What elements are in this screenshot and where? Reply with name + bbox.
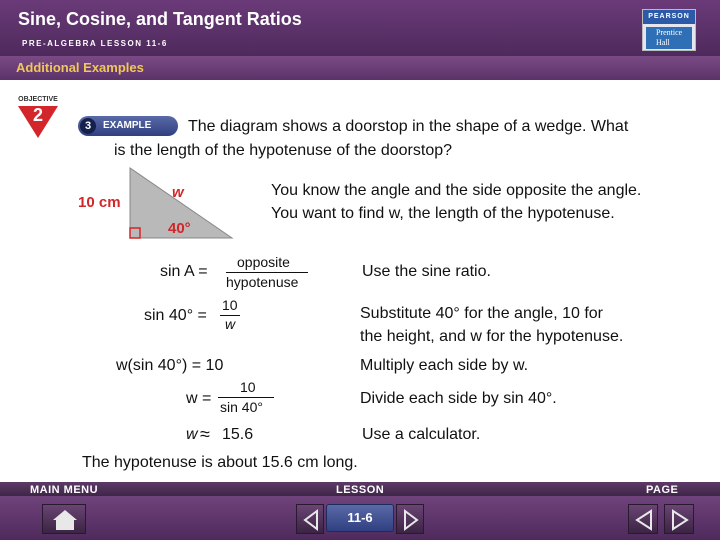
- explanation-line-1: You know the angle and the side opposite the angle.: [271, 182, 642, 199]
- step2-denominator: w: [225, 316, 236, 332]
- step5-note: Use a calculator.: [362, 426, 481, 443]
- example-number: 3: [80, 118, 96, 134]
- lesson-number-button[interactable]: 11-6: [326, 504, 394, 532]
- step2-note-1: Substitute 40° for the angle, 10 for: [360, 305, 603, 322]
- triangle-left-icon: [629, 505, 659, 535]
- objective-label: OBJECTIVE: [18, 96, 58, 103]
- step5-value: 15.6: [222, 426, 254, 443]
- logo-prentice-hall: Prentice Hall: [646, 27, 692, 49]
- problem-line-2: is the length of the hypotenuse of the doorstop?: [114, 142, 453, 159]
- page-title: Sine, Cosine, and Tangent Ratios: [18, 9, 302, 29]
- step4-note: Divide each side by sin 40°.: [360, 390, 557, 407]
- lesson-subtitle: PRE-ALGEBRA LESSON 11-6: [22, 39, 168, 48]
- step4-left: w =: [186, 390, 212, 407]
- next-page-button[interactable]: [664, 504, 694, 534]
- explanation-line-2: You want to find w, the length of the hypotenuse.: [271, 205, 615, 222]
- conclusion: The hypotenuse is about 15.6 cm long.: [82, 454, 358, 471]
- objective-number: 2: [32, 105, 43, 125]
- publisher-logo: [642, 9, 696, 51]
- section-banner: [0, 56, 720, 80]
- diagram-hypotenuse-label: w: [172, 184, 184, 201]
- step2-numerator: 10: [222, 297, 238, 313]
- step4-numerator: 10: [240, 379, 256, 395]
- main-menu-label: MAIN MENU: [30, 484, 99, 496]
- step1-fraction-bar: [226, 272, 308, 273]
- prev-lesson-button[interactable]: [296, 504, 324, 534]
- home-icon: [43, 505, 87, 535]
- step5-variable: w: [186, 426, 198, 443]
- next-lesson-button[interactable]: [396, 504, 424, 534]
- page-label: PAGE: [646, 484, 679, 496]
- triangle-right-icon: [665, 505, 695, 535]
- triangle-left-icon: [297, 505, 325, 535]
- logo-pearson: PEARSON: [643, 10, 695, 24]
- main-menu-button[interactable]: [42, 504, 86, 534]
- step3-left: w(sin 40°) = 10: [116, 357, 224, 374]
- objective-badge: [14, 96, 66, 140]
- banner-label: Additional Examples: [16, 60, 144, 75]
- step1-note: Use the sine ratio.: [362, 263, 491, 280]
- lesson-label: LESSON: [336, 484, 385, 496]
- diagram-angle-label: 40°: [168, 220, 191, 237]
- problem-line-1: The diagram shows a doorstop in the shape of a wedge. What: [188, 118, 629, 135]
- diagram-side-label: 10 cm: [78, 194, 121, 211]
- prev-page-button[interactable]: [628, 504, 658, 534]
- step2-left: sin 40° =: [144, 307, 207, 324]
- example-badge: [78, 116, 178, 136]
- header: [0, 0, 720, 56]
- step4-denominator: sin 40°: [220, 399, 263, 415]
- step4-fraction-bar: [218, 397, 274, 398]
- step1-numerator: opposite: [237, 254, 290, 270]
- example-label: EXAMPLE: [103, 120, 152, 131]
- step3-note: Multiply each side by w.: [360, 357, 529, 374]
- approx-symbol: ≈: [200, 424, 210, 444]
- step1-left: sin A =: [160, 263, 208, 280]
- triangle-right-icon: [397, 505, 425, 535]
- step2-note-2: the height, and w for the hypotenuse.: [360, 328, 624, 345]
- step1-denominator: hypotenuse: [226, 274, 299, 290]
